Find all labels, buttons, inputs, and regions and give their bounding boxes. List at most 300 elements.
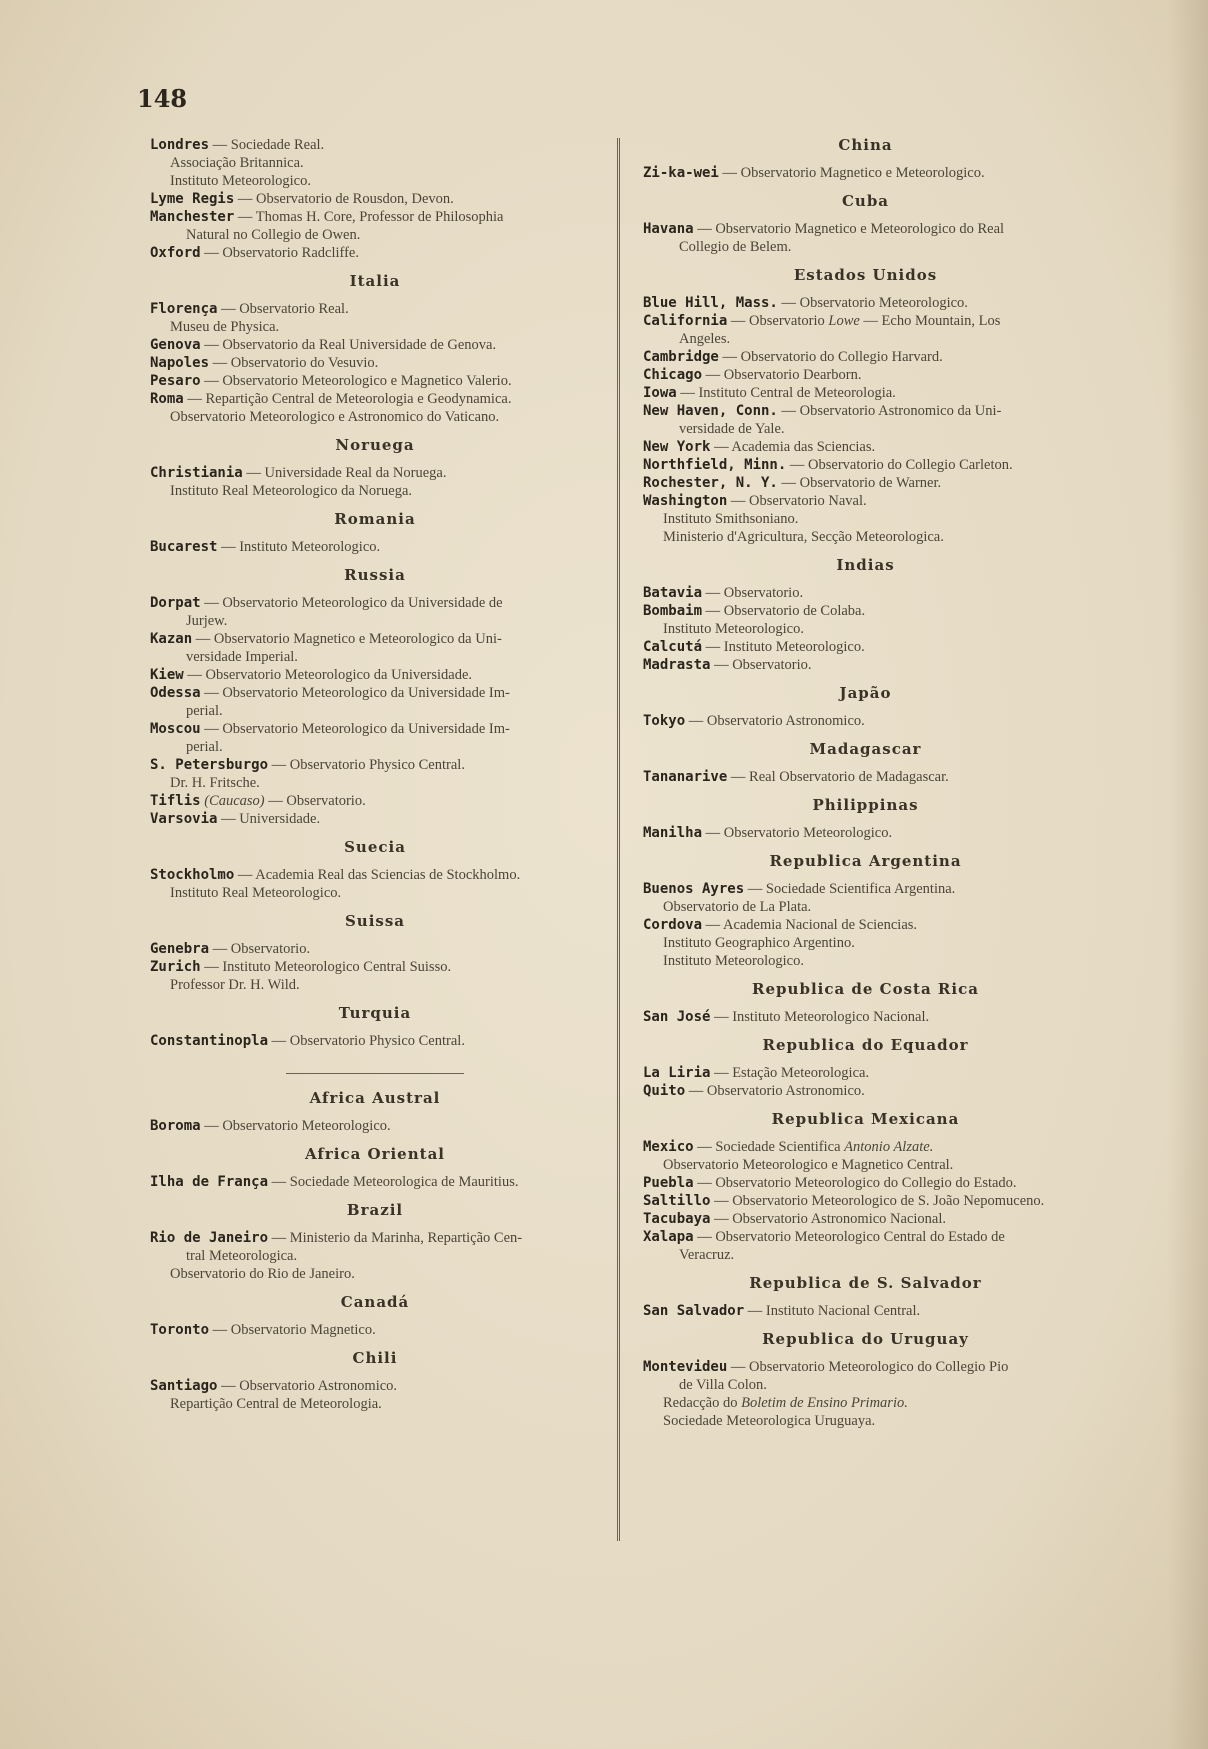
city-name: Rio de Janeiro	[150, 1230, 269, 1246]
country-heading: Indias	[836, 556, 895, 574]
page-number: 148	[137, 84, 188, 113]
institution-entry	[150, 792, 600, 810]
city-name: Mexico	[643, 1139, 694, 1155]
entry-continuation: versidade de Yale.	[679, 421, 785, 437]
dash-separator: —	[744, 881, 766, 897]
institution-name: Observatorio Meteorologico Central do Estado de	[715, 1229, 1005, 1245]
city-name: S. Petersburgo	[150, 757, 269, 773]
sub-institution: Ministerio d'Agricultura, Secção Meteorologica.	[663, 529, 944, 545]
institution-entry	[150, 1117, 600, 1135]
institution-name: Observatorio Lowe — Echo Mountain, Los	[749, 313, 1001, 329]
institution-entry	[643, 164, 1088, 182]
dash-separator: —	[727, 1359, 750, 1375]
institution-entry	[150, 136, 600, 154]
entry-continuation: perial.	[186, 739, 223, 755]
dash-separator: —	[693, 221, 716, 237]
dash-separator: —	[744, 1303, 766, 1319]
sub-institution: Observatorio do Rio de Janeiro.	[170, 1266, 355, 1282]
institution-name: Observatorio Magnetico.	[230, 1322, 376, 1338]
country-heading: Japão	[839, 684, 892, 702]
institution-entry	[150, 336, 600, 354]
institution-name: Sociedade Meteorologica de Mauritius.	[289, 1174, 519, 1190]
institution-name: Universidade.	[239, 811, 321, 827]
sub-institution: Observatorio Meteorologico e Astronomico do Vaticano.	[170, 409, 500, 425]
dash-separator: —	[710, 1009, 733, 1025]
institution-name: Observatorio do Collegio Harvard.	[740, 349, 943, 365]
institution-name: Observatorio Astronomico.	[239, 1378, 398, 1394]
institution-name: Observatorio Magnetico e Meteorologico do Real	[715, 221, 1005, 237]
dash-separator: —	[710, 439, 732, 455]
country-section	[643, 740, 1088, 786]
institution-name: Observatorio do Vesuvio.	[230, 355, 379, 371]
sub-institution: Observatorio Meteorologico e Magnetico Central.	[663, 1157, 954, 1173]
city-name: Rochester, N. Y.	[643, 475, 778, 491]
institution-entry	[150, 208, 600, 244]
city-name: Quito	[643, 1083, 686, 1099]
city-name: Tiflis	[150, 793, 201, 809]
institution-name: Instituto Meteorologico Nacional.	[732, 1009, 930, 1025]
country-section	[150, 1089, 600, 1135]
city-name: Lyme Regis	[150, 191, 235, 207]
city-name: Zurich	[150, 959, 201, 975]
sub-institution: Dr. H. Fritsche.	[170, 775, 260, 791]
column-divider	[617, 138, 620, 1541]
country-heading: Africa Austral	[309, 1089, 441, 1107]
institution-entry	[643, 712, 1088, 730]
country-section	[150, 1201, 600, 1283]
city-name: Washington	[643, 493, 728, 509]
institution-entry	[150, 958, 600, 976]
institution-name: Observatorio Magnetico e Meteorologico da Uni-	[213, 631, 502, 647]
entry-continuation: Natural no Collegio de Owen.	[186, 227, 361, 243]
city-name: San José	[643, 1009, 711, 1025]
dash-separator: —	[200, 373, 223, 389]
dash-separator: —	[710, 657, 733, 673]
country-heading: Russia	[344, 566, 406, 584]
institution-entry	[150, 866, 600, 884]
dash-separator: —	[685, 713, 707, 729]
institution-name: Academia Real das Sciencias de Stockholmo.	[255, 867, 521, 883]
dash-separator: —	[727, 493, 750, 509]
institution-name: Observatorio Naval.	[749, 493, 867, 509]
city-name: Kazan	[150, 631, 193, 647]
dash-separator: —	[777, 295, 800, 311]
institution-name: Observatorio Meteorologico da Universidade Im-	[222, 721, 510, 737]
institution-entry	[643, 1174, 1088, 1192]
right-column	[643, 136, 1088, 1430]
sub-institution: Instituto Meteorologico.	[663, 953, 804, 969]
institution-name: Observatorio Astronomico da Uni-	[799, 403, 1002, 419]
city-name: Havana	[643, 221, 694, 237]
institution-name: Observatorio de Rousdon, Devon.	[256, 191, 454, 207]
institution-entry	[150, 464, 600, 482]
section-divider	[286, 1073, 464, 1074]
entry-continuation: Angeles.	[679, 331, 731, 347]
dash-separator: —	[693, 1139, 716, 1155]
institution-entry	[643, 824, 1088, 842]
country-section	[150, 272, 600, 426]
left-column	[150, 136, 600, 1413]
country-section	[643, 1274, 1088, 1320]
institution-name: Observatorio Meteorologico.	[799, 295, 968, 311]
country-heading: Italia	[349, 272, 401, 290]
country-section	[150, 1349, 600, 1413]
dash-separator: —	[718, 349, 741, 365]
city-name: Napoles	[150, 355, 210, 371]
institution-name: Instituto Meteorologico.	[239, 539, 381, 555]
dash-separator: —	[234, 867, 256, 883]
city-name: Zi-ka-wei	[643, 165, 719, 181]
institution-entry	[150, 1321, 600, 1339]
institution-name: Sociedade Scientifica Argentina.	[765, 881, 956, 897]
institution-entry	[643, 1302, 1088, 1320]
city-name: Buenos Ayres	[643, 881, 745, 897]
dash-separator: —	[727, 313, 750, 329]
city-name: Stockholmo	[150, 867, 235, 883]
dash-separator: —	[217, 539, 240, 555]
institution-entry	[150, 300, 600, 318]
dash-separator: —	[217, 1378, 240, 1394]
country-section	[643, 1036, 1088, 1100]
city-name: Moscou	[150, 721, 201, 737]
institution-name: Observatorio Meteorologico do Collegio Pio	[749, 1359, 1009, 1375]
institution-entry	[643, 656, 1088, 674]
institution-name: Observatorio Astronomico.	[706, 713, 865, 729]
sub-institution: Professor Dr. H. Wild.	[170, 977, 300, 993]
institution-name: Observatorio Meteorologico da Universidade.	[205, 667, 473, 683]
sub-institution: Redacção do Boletim de Ensino Primario.	[663, 1395, 908, 1411]
institution-name: Repartição Central de Meteorologia e Geodynamica.	[205, 391, 512, 407]
institution-name: Observatorio Meteorologico de S. João Nepomuceno.	[732, 1193, 1045, 1209]
country-heading: Republica do Uruguay	[762, 1330, 969, 1348]
country-heading: Philippinas	[812, 796, 919, 814]
institution-name: Observatorio Dearborn.	[723, 367, 862, 383]
institution-entry	[643, 768, 1088, 786]
institution-entry	[643, 880, 1088, 898]
city-name: Cambridge	[643, 349, 719, 365]
dash-separator: —	[268, 1033, 290, 1049]
dash-separator: —	[710, 1193, 733, 1209]
sub-institution: Instituto Meteorologico.	[170, 173, 311, 189]
institution-name: Sociedade Real.	[230, 137, 325, 153]
country-heading: Republica Argentina	[769, 852, 962, 870]
institution-entry	[150, 354, 600, 372]
city-name: Batavia	[643, 585, 703, 601]
dash-separator: —	[268, 757, 290, 773]
institution-entry	[150, 940, 600, 958]
country-section	[150, 912, 600, 994]
dash-separator: —	[777, 403, 800, 419]
country-heading: Suecia	[344, 838, 406, 856]
sub-institution: Instituto Meteorologico.	[663, 621, 804, 637]
dash-separator: —	[209, 137, 231, 153]
institution-entry	[643, 220, 1088, 256]
institution-name: Observatorio.	[732, 657, 812, 673]
city-name: Tacubaya	[643, 1211, 711, 1227]
institution-name: Observatorio Meteorologico do Collegio do Estado.	[715, 1175, 1017, 1191]
institution-entry	[643, 384, 1088, 402]
institution-name: Observatorio Meteorologico e Magnetico Valerio.	[222, 373, 512, 389]
institution-entry	[643, 1008, 1088, 1026]
institution-entry	[150, 1377, 600, 1395]
city-name: La Liria	[643, 1065, 711, 1081]
institution-name: Observatorio Real.	[239, 301, 349, 317]
institution-name: Observatorio Meteorologico.	[222, 1118, 391, 1134]
institution-entry	[643, 638, 1088, 656]
entry-continuation: versidade Imperial.	[186, 649, 298, 665]
institution-entry	[643, 1064, 1088, 1082]
dash-separator: —	[676, 385, 699, 401]
institution-entry	[643, 294, 1088, 312]
country-heading: Brazil	[346, 1201, 404, 1219]
institution-name: Universidade Real da Noruega.	[264, 465, 447, 481]
country-section	[643, 192, 1088, 256]
country-heading: Chili	[352, 1349, 398, 1367]
country-heading: Republica de Costa Rica	[752, 980, 979, 998]
dash-separator: —	[702, 585, 724, 601]
dash-separator: —	[268, 1230, 290, 1246]
institution-entry	[643, 438, 1088, 456]
dash-separator: —	[693, 1175, 716, 1191]
institution-entry	[643, 492, 1088, 510]
city-name: Florença	[150, 301, 218, 317]
institution-entry	[150, 720, 600, 756]
country-heading: Republica Mexicana	[771, 1110, 960, 1128]
institution-entry	[150, 190, 600, 208]
institution-name: Observatorio do Collegio Carleton.	[808, 457, 1013, 473]
country-heading: Noruega	[335, 436, 415, 454]
institution-name: Observatorio.	[230, 941, 311, 957]
city-name: Varsovia	[150, 811, 218, 827]
city-name: Dorpat	[150, 595, 201, 611]
sub-institution: Associação Britannica.	[170, 155, 304, 171]
institution-entry	[643, 1228, 1088, 1264]
entry-continuation: de Villa Colon.	[679, 1377, 767, 1393]
city-name: Odessa	[150, 685, 201, 701]
institution-entry	[150, 390, 600, 408]
city-name: Pesaro	[150, 373, 201, 389]
country-section	[643, 852, 1088, 970]
institution-entry	[643, 1358, 1088, 1394]
dash-separator: —	[209, 1322, 231, 1338]
city-name: Saltillo	[643, 1193, 711, 1209]
city-name: Boroma	[150, 1118, 201, 1134]
institution-entry	[150, 1173, 600, 1191]
institution-name: Observatorio Radcliffe.	[222, 245, 359, 261]
institution-name: Ministerio da Marinha, Repartição Cen-	[289, 1230, 523, 1246]
dash-separator: —	[234, 209, 256, 225]
sub-institution: Instituto Real Meteorologico.	[170, 885, 342, 901]
country-heading: Canadá	[340, 1293, 410, 1311]
city-name: Tananarive	[643, 769, 728, 785]
institution-name: Observatorio.	[723, 585, 804, 601]
city-name: Calcutá	[643, 639, 703, 655]
country-section	[643, 266, 1088, 546]
dash-separator: —	[264, 793, 287, 809]
dash-separator: —	[209, 355, 231, 371]
dash-separator: —	[200, 245, 223, 261]
city-name: San Salvador	[643, 1303, 745, 1319]
dash-separator: —	[217, 301, 240, 317]
country-section	[643, 556, 1088, 674]
city-name: Northfield, Minn.	[643, 457, 787, 473]
institution-entry	[150, 1032, 600, 1050]
dash-separator: —	[702, 917, 723, 933]
institution-name: Academia Nacional de Sciencias.	[722, 917, 918, 933]
entry-continuation: Jurjew.	[186, 613, 228, 629]
sub-institution: Observatorio de La Plata.	[663, 899, 812, 915]
country-section	[643, 1110, 1088, 1264]
country-heading: Madagascar	[809, 740, 922, 758]
institution-name: Instituto Meteorologico Central Suisso.	[222, 959, 452, 975]
institution-name: Observatorio da Real Universidade de Genova.	[222, 337, 497, 353]
institution-name: Observatorio Meteorologico da Universidade Im-	[222, 685, 510, 701]
institution-name: Observatorio Meteorologico da Universidade de	[222, 595, 503, 611]
country-section	[643, 1330, 1088, 1430]
country-heading: Suissa	[344, 912, 406, 930]
country-section	[150, 1293, 600, 1339]
city-name: Bombaim	[643, 603, 703, 619]
institution-entry	[150, 372, 600, 390]
dash-separator: —	[786, 457, 809, 473]
city-name: New York	[643, 439, 711, 455]
institution-name: Real Observatorio de Madagascar.	[749, 769, 949, 785]
institution-entry	[150, 538, 600, 556]
country-heading: Republica do Equador	[762, 1036, 969, 1054]
institution-name: Instituto Nacional Central.	[765, 1303, 921, 1319]
city-name: Kiew	[150, 667, 184, 683]
institution-name: Observatorio Magnetico e Meteorologico.	[740, 165, 985, 181]
country-section	[150, 136, 600, 262]
institution-name: Estação Meteorologica.	[732, 1065, 870, 1081]
institution-entry	[643, 348, 1088, 366]
institution-entry	[643, 916, 1088, 934]
country-heading: Cuba	[841, 192, 890, 210]
dash-separator: —	[217, 811, 240, 827]
city-name: Santiago	[150, 1378, 218, 1394]
institution-entry	[643, 402, 1088, 438]
country-section	[150, 566, 600, 828]
city-name: Christiania	[150, 465, 243, 481]
sub-institution: Sociedade Meteorologica Uruguaya.	[663, 1413, 876, 1429]
institution-name: Instituto Meteorologico.	[723, 639, 865, 655]
institution-entry	[150, 684, 600, 720]
city-name: Ilha de França	[150, 1174, 269, 1190]
city-name: Toronto	[150, 1322, 210, 1338]
institution-entry	[643, 1082, 1088, 1100]
dash-separator: —	[685, 1083, 707, 1099]
dash-separator: —	[200, 685, 223, 701]
country-section	[150, 510, 600, 556]
country-heading: Turquia	[338, 1004, 412, 1022]
institution-name: Observatorio Physico Central.	[289, 757, 465, 773]
institution-entry	[643, 602, 1088, 620]
country-section	[643, 684, 1088, 730]
city-name: Genebra	[150, 941, 210, 957]
city-name: New Haven, Conn.	[643, 403, 778, 419]
city-name: Bucarest	[150, 539, 218, 555]
dash-separator: —	[268, 1174, 290, 1190]
sub-institution: Instituto Geographico Argentino.	[663, 935, 855, 951]
dash-separator: —	[200, 1118, 223, 1134]
dash-separator: —	[710, 1211, 733, 1227]
dash-separator: —	[242, 465, 265, 481]
institution-emphasis: Lowe	[828, 313, 860, 329]
country-section	[150, 838, 600, 902]
institution-entry	[150, 666, 600, 684]
institution-name: Observatorio Astronomico.	[706, 1083, 865, 1099]
institution-entry	[643, 456, 1088, 474]
city-name: Londres	[150, 137, 210, 153]
entry-continuation: tral Meteorologica.	[186, 1248, 298, 1264]
dash-separator: —	[702, 603, 724, 619]
dash-separator: —	[200, 337, 223, 353]
country-section	[150, 1145, 600, 1191]
city-name: Oxford	[150, 245, 201, 261]
institution-name: Observatorio de Colaba.	[723, 603, 866, 619]
country-heading: Africa Oriental	[305, 1145, 445, 1163]
institution-name: Observatorio Physico Central.	[289, 1033, 465, 1049]
city-name: Manchester	[150, 209, 235, 225]
dash-separator: —	[234, 191, 257, 207]
sub-institution: Instituto Real Meteorologico da Noruega.	[170, 483, 413, 499]
city-name: Blue Hill, Mass.	[643, 295, 778, 311]
institution-entry	[150, 810, 600, 828]
dash-separator: —	[200, 595, 223, 611]
publication-title: Boletim de Ensino Primario.	[741, 1395, 908, 1411]
institution-entry	[150, 630, 600, 666]
entry-continuation: Collegio de Belem.	[679, 239, 792, 255]
region-note: (Caucaso)	[204, 793, 265, 809]
city-name: Genova	[150, 337, 201, 353]
institution-entry	[150, 244, 600, 262]
city-name: California	[643, 313, 728, 329]
dash-separator: —	[727, 769, 750, 785]
institution-entry	[643, 474, 1088, 492]
dash-separator: —	[777, 475, 800, 491]
dash-separator: —	[209, 941, 231, 957]
institution-entry	[643, 1210, 1088, 1228]
city-name: Madrasta	[643, 657, 711, 673]
dash-separator: —	[702, 367, 724, 383]
dash-separator: —	[200, 721, 223, 737]
institution-name: Sociedade Scientifica Antonio Alzate.	[715, 1139, 934, 1155]
city-name: Constantinopla	[150, 1033, 269, 1049]
institution-name: Observatorio Astronomico Nacional.	[732, 1211, 947, 1227]
city-name: Puebla	[643, 1175, 694, 1191]
dash-separator: —	[710, 1065, 733, 1081]
country-section	[150, 1004, 600, 1050]
dash-separator: —	[702, 639, 724, 655]
institution-entry	[643, 584, 1088, 602]
city-name: Manilha	[643, 825, 703, 841]
institution-name: Observatorio de Warner.	[799, 475, 942, 491]
institution-name: Academia das Sciencias.	[731, 439, 876, 455]
city-name: Roma	[150, 391, 184, 407]
city-name: Montevideu	[643, 1359, 728, 1375]
institution-entry	[643, 1192, 1088, 1210]
institution-entry	[150, 1229, 600, 1265]
country-heading: Estados Unidos	[793, 266, 938, 284]
institution-entry	[150, 594, 600, 630]
city-name: Tokyo	[643, 713, 686, 729]
dash-separator: —	[183, 667, 206, 683]
sub-institution: Museu de Physica.	[170, 319, 280, 335]
entry-continuation: Veracruz.	[679, 1247, 735, 1263]
institution-name: Observatorio Meteorologico.	[723, 825, 893, 841]
institution-entry	[643, 312, 1088, 348]
city-name: Xalapa	[643, 1229, 694, 1245]
